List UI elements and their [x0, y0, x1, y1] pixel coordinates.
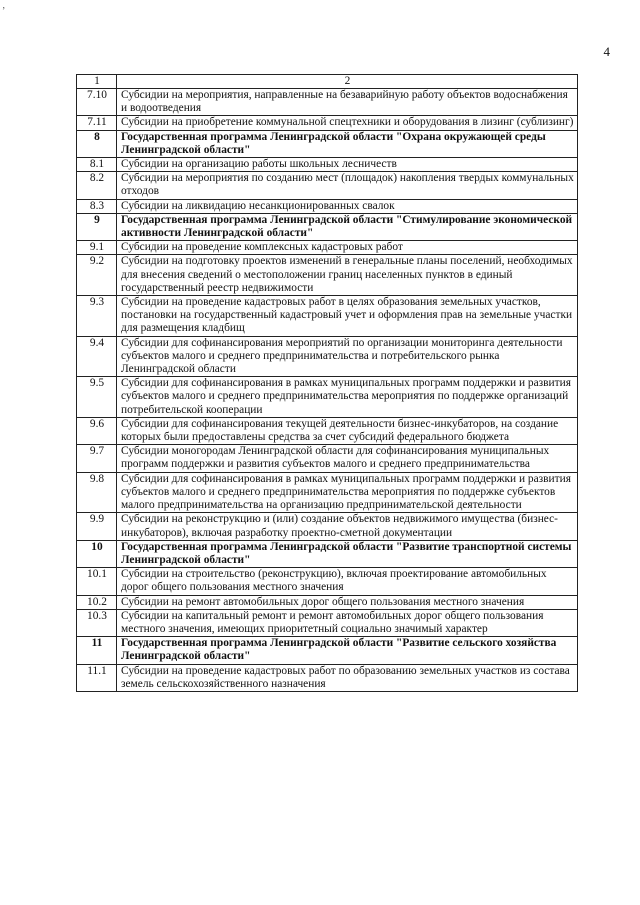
row-number: 7.11	[77, 116, 117, 130]
row-number: 9.3	[77, 296, 117, 337]
subsidies-table	[76, 74, 578, 692]
row-number: 10.2	[77, 595, 117, 609]
table-row	[77, 445, 578, 472]
row-number: 9.9	[77, 513, 117, 540]
subsidy-description: Субсидии на мероприятия, направленные на безаварийную работу объектов водоснабжения и водоотведения	[117, 89, 578, 116]
page-number: 4	[603, 44, 610, 59]
table-row	[77, 89, 578, 116]
subsidy-description: Субсидии для софинансирования мероприятий по организации мониторинга деятельности субъектов малого и среднего предпринимательства и потребительского рынка Ленинградской области	[117, 336, 578, 377]
row-number: 9.2	[77, 255, 117, 296]
row-number: 8.3	[77, 199, 117, 213]
subsidy-description: Субсидии для софинансирования в рамках муниципальных программ поддержки и развития субъектов малого и среднего предпринимательства мероприятия по поддержке организаций потребительской кооперации	[117, 377, 578, 418]
table-row	[77, 336, 578, 377]
row-number: 7.10	[77, 89, 117, 116]
table-row	[77, 595, 578, 609]
program-title: Государственная программа Ленинградской области "Развитие транспортной системы Ленинградской области"	[117, 540, 578, 567]
row-number: 9.7	[77, 445, 117, 472]
table-row	[77, 241, 578, 255]
program-row	[77, 540, 578, 567]
program-title: Государственная программа Ленинградской области "Стимулирование экономической активности Ленинградской области"	[117, 213, 578, 240]
program-row	[77, 637, 578, 664]
table-row	[77, 199, 578, 213]
row-number: 9.8	[77, 472, 117, 513]
row-number: 9.1	[77, 241, 117, 255]
column-header-number: 1	[77, 75, 117, 89]
table-row	[77, 417, 578, 444]
table-row	[77, 568, 578, 595]
subsidy-description: Субсидии на подготовку проектов изменений в генеральные планы поселений, необходимых для внесения сведений о местоположении границ населенных пунктов в единый государственный реестр недвижимости	[117, 255, 578, 296]
column-header-description: 2	[117, 75, 578, 89]
row-number: 10.3	[77, 609, 117, 636]
row-number: 9	[77, 213, 117, 240]
table-row	[77, 609, 578, 636]
subsidy-description: Субсидии на организацию работы школьных лесничеств	[117, 158, 578, 172]
subsidy-description: Субсидии для софинансирования текущей деятельности бизнес-инкубаторов, на создание которых были предоставлены средства за счет субсидий федерального бюджета	[117, 417, 578, 444]
subsidy-description: Субсидии на мероприятия по созданию мест (площадок) накопления твердых коммунальных отходов	[117, 172, 578, 199]
program-row	[77, 213, 578, 240]
subsidy-description: Субсидии на проведение кадастровых работ в целях образования земельных участков, постановки на государственный кадастровый учет и оформления прав на земельные участки для размещения кладбищ	[117, 296, 578, 337]
subsidy-description: Субсидии на строительство (реконструкцию), включая проектирование автомобильных дорог общего пользования местного значения	[117, 568, 578, 595]
table-row	[77, 158, 578, 172]
row-number: 10.1	[77, 568, 117, 595]
row-number: 11	[77, 637, 117, 664]
table-row	[77, 116, 578, 130]
table-row	[77, 377, 578, 418]
row-number: 11.1	[77, 664, 117, 691]
table-row	[77, 296, 578, 337]
program-title: Государственная программа Ленинградской области "Развитие сельского хозяйства Ленинградской области"	[117, 637, 578, 664]
row-number: 9.4	[77, 336, 117, 377]
subsidy-description: Субсидии моногородам Ленинградской области для софинансирования муниципальных программ поддержки и развития субъектов малого и среднего предпринимательства	[117, 445, 578, 472]
row-number: 9.6	[77, 417, 117, 444]
table-header-row	[77, 75, 578, 89]
row-number: 8.2	[77, 172, 117, 199]
table-row	[77, 664, 578, 691]
table-row	[77, 172, 578, 199]
row-number: 8	[77, 130, 117, 157]
subsidy-description: Субсидии на ликвидацию несанкционированных свалок	[117, 199, 578, 213]
subsidy-description: Субсидии на реконструкцию и (или) создание объектов недвижимого имущества (бизнес-инкубаторов), включая разработку проектно-сметной документации	[117, 513, 578, 540]
subsidy-description: Субсидии для софинансирования в рамках муниципальных программ поддержки и развития субъектов малого и среднего предпринимательства мероприятия по поддержке субъектов малого предпринимательства на организацию предпринимательской деятельности	[117, 472, 578, 513]
table-row	[77, 472, 578, 513]
scan-edge-mark: ’	[2, 6, 6, 17]
table-row	[77, 513, 578, 540]
subsidy-description: Субсидии на приобретение коммунальной спецтехники и оборудования в лизинг (сублизинг)	[117, 116, 578, 130]
program-title: Государственная программа Ленинградской области "Охрана окружающей среды Ленинградской области"	[117, 130, 578, 157]
subsidy-description: Субсидии на ремонт автомобильных дорог общего пользования местного значения	[117, 595, 578, 609]
row-number: 9.5	[77, 377, 117, 418]
table-row	[77, 255, 578, 296]
subsidy-description: Субсидии на капитальный ремонт и ремонт автомобильных дорог общего пользования местного значения, имеющих приоритетный социально значимый характер	[117, 609, 578, 636]
subsidy-description: Субсидии на проведение комплексных кадастровых работ	[117, 241, 578, 255]
row-number: 10	[77, 540, 117, 567]
program-row	[77, 130, 578, 157]
row-number: 8.1	[77, 158, 117, 172]
subsidy-description: Субсидии на проведение кадастровых работ по образованию земельных участков из состава земель сельскохозяйственного назначения	[117, 664, 578, 691]
